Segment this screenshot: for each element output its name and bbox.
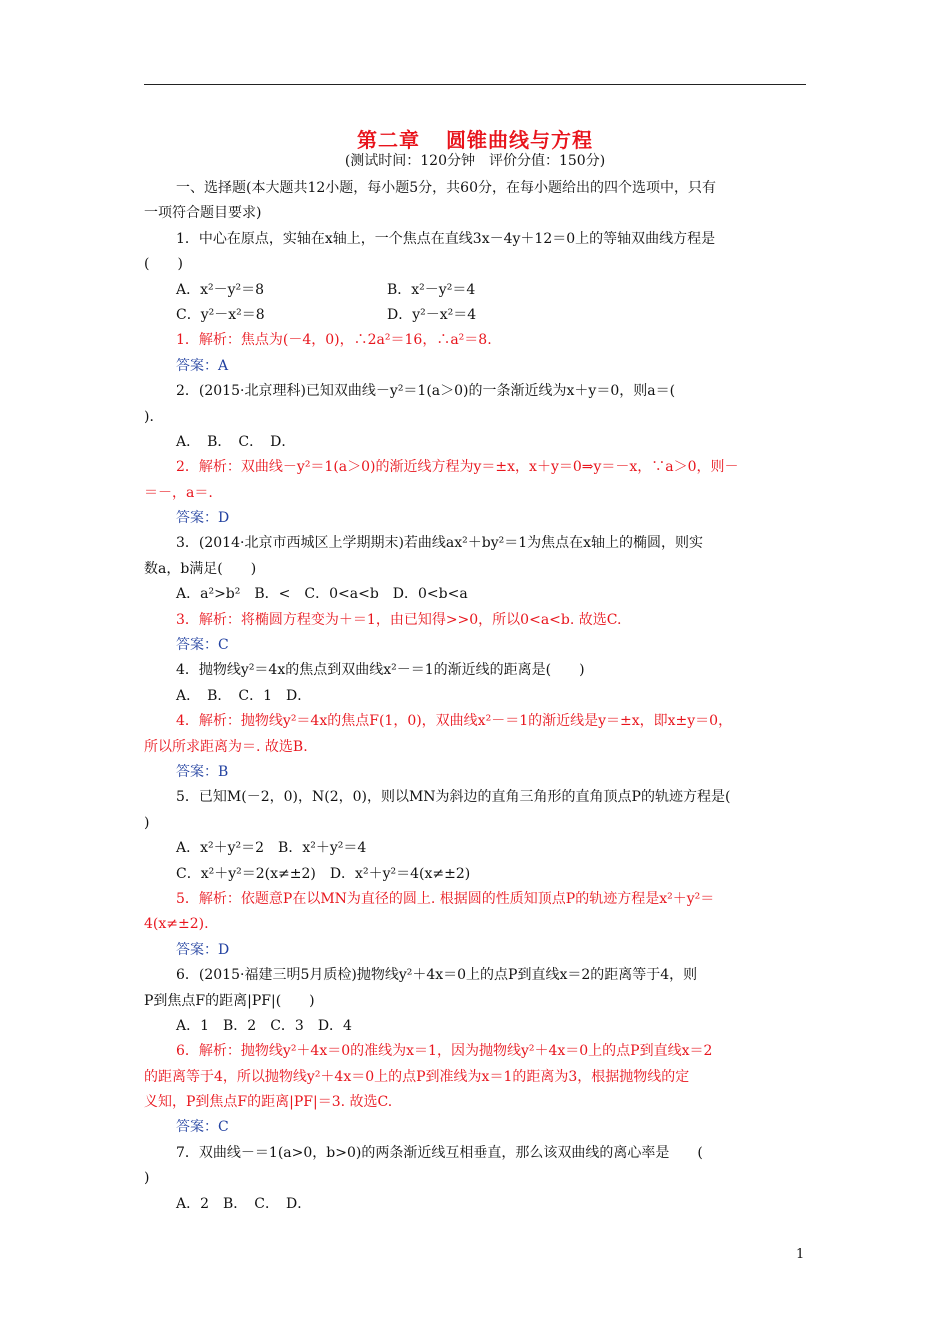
question-stem-cont: )．: [144, 408, 164, 425]
question-stem: 1．中心在原点，实轴在x轴上，一个焦点在直线3x－4y＋12＝0上的等轴双曲线方程是: [176, 230, 716, 247]
solution-text: 2．解析：双曲线－y²＝1(a＞0)的渐近线方程为y＝±x，x＋y＝0⇒y＝－x，∵a＞0，则－: [176, 459, 739, 476]
option-b: B．x²－y²＝4: [387, 281, 476, 298]
question-options: A．1 B．2 C．3 D．4: [176, 1017, 352, 1034]
question-stem: 6．(2015·福建三明5月质检)抛物线y²＋4x＝0上的点P到直线x＝2的距离等于4，则: [176, 967, 698, 984]
question-options: C．x²＋y²＝2(x≠±2) D．x²＋y²＝4(x≠±2): [176, 865, 471, 882]
question-stem: 2．(2015·北京理科)已知双曲线－y²＝1(a＞0)的一条渐近线为x＋y＝0，则a＝(: [176, 383, 676, 400]
chapter-title-right: 圆锥曲线与方程: [446, 128, 593, 152]
question-stem: 5．已知M(－2，0)，N(2，0)，则以MN为斜边的直角三角形的直角顶点P的轨迹方程是(: [176, 789, 731, 806]
option-c: C．y²－x²＝8: [176, 306, 265, 323]
answer-text: 答案：C: [176, 637, 229, 654]
solution-text: 1．解析：焦点为(－4，0)，∴2a²＝16，∴a²＝8.: [176, 332, 492, 349]
solution-text: 6．解析：抛物线y²＋4x＝0的准线为x＝1，因为抛物线y²＋4x＝0上的点P到直线x＝2: [176, 1043, 713, 1060]
answer-text: 答案：B: [176, 763, 229, 780]
question-stem-cont: ( ): [144, 256, 183, 273]
question-options: A． B． C．1 D．: [176, 687, 312, 704]
test-info: (测试时间：120分钟 评价分值：150分): [344, 153, 606, 169]
question-options: [144, 303, 808, 328]
question-stem-cont: P到焦点F的距离|PF|( ): [144, 992, 315, 1009]
question-options: A．2 B． C． D．: [176, 1195, 312, 1212]
question-stem-cont: ): [144, 814, 150, 831]
option-d: D．y²－x²＝4: [387, 306, 477, 323]
chapter-title: [0, 124, 950, 153]
question-stem: 4．抛物线y²＝4x的焦点到双曲线x²－＝1的渐近线的距离是( ): [176, 662, 585, 679]
document-body: [144, 176, 808, 1217]
solution-text-cont: 所以所求距离为＝. 故选B.: [144, 738, 308, 755]
section-heading: 一、选择题(本大题共12小题，每小题5分，共60分，在每小题给出的四个选项中，只有: [176, 180, 716, 196]
chapter-title-left: 第二章: [357, 128, 420, 152]
option-a: A．x²－y²＝8: [176, 281, 265, 298]
solution-text: 3．解析：将椭圆方程变为＋＝1，由已知得>>0，所以0<a<b. 故选C.: [176, 611, 622, 628]
solution-text: 4．解析：抛物线y²＝4x的焦点F(1，0)，双曲线x²－＝1的渐近线是y＝±x，即x±y＝0，: [176, 713, 733, 730]
question-stem-cont: 数a，b满足( ): [144, 560, 257, 577]
solution-text-cont: 义知，P到焦点F的距离|PF|＝3. 故选C.: [144, 1094, 393, 1111]
question-options: [144, 278, 808, 303]
solution-text-cont: 的距离等于4，所以抛物线y²＋4x＝0上的点P到准线为x＝1的距离为3，根据抛物线的定: [144, 1068, 690, 1085]
answer-text: 答案：D: [176, 510, 230, 527]
answer-text: 答案：A: [176, 357, 229, 374]
question-options: A．x²＋y²＝2 B．x²＋y²＝4: [176, 840, 367, 857]
question-options: A．a²>b² B．< C．0<a<b D．0<b<a: [176, 586, 468, 603]
question-stem: 3．(2014·北京市西城区上学期期末)若曲线ax²＋by²＝1为焦点在x轴上的椭圆，则实: [176, 535, 704, 552]
solution-text-cont: 4(x≠±2).: [144, 916, 209, 933]
question-options: A． B． C． D．: [176, 433, 296, 450]
header-rule: [144, 84, 806, 85]
page-number: 1: [796, 1247, 805, 1262]
section-heading-cont: 一项符合题目要求): [144, 205, 262, 222]
question-stem: 7．双曲线－＝1(a>0，b>0)的两条渐近线互相垂直，那么该双曲线的离心率是 (: [176, 1144, 703, 1161]
solution-text-cont: ＝－，a＝.: [144, 484, 213, 501]
answer-text: 答案：D: [176, 941, 230, 958]
question-stem-cont: ): [144, 1170, 150, 1187]
answer-text: 答案：C: [176, 1119, 229, 1136]
solution-text: 5．解析：依题意P在以MN为直径的圆上. 根据圆的性质知顶点P的轨迹方程是x²＋y²＝: [176, 890, 715, 907]
